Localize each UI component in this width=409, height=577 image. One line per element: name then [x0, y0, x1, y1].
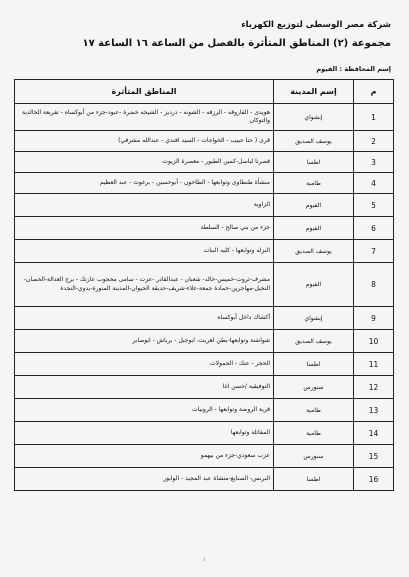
row-areas: قصرنا لباسل-كمين الطيور - معصرة الزيوت	[15, 152, 274, 173]
row-number: 3	[354, 152, 394, 173]
row-city: يوسف الصديق	[274, 240, 354, 263]
table-row	[15, 240, 394, 263]
column-header-city: إسم المدينة	[274, 80, 354, 104]
table-row	[15, 173, 394, 194]
row-number: 1	[354, 104, 394, 131]
table-row	[15, 131, 394, 152]
row-number: 8	[354, 263, 394, 307]
table-row	[15, 194, 394, 217]
row-areas: التوفيقية /حسن اغا	[15, 376, 274, 399]
row-areas: قرية الروضة وتوابعها - الروبيات	[15, 399, 274, 422]
table-row	[15, 263, 394, 307]
column-header-number: م	[354, 80, 394, 104]
table-row	[15, 307, 394, 330]
row-city: سنورس	[274, 445, 354, 468]
row-city: اطسا	[274, 468, 354, 491]
row-areas: الزاوية	[15, 194, 274, 217]
row-number: 16	[354, 468, 394, 491]
governorate-label: إسم المحافظة : الفيوم	[316, 65, 391, 73]
column-header-areas: المناطق المتأثرة	[15, 80, 274, 104]
row-city: إبشواي	[274, 104, 354, 131]
row-number: 4	[354, 173, 394, 194]
row-city: إبشواي	[274, 307, 354, 330]
row-city: اطسا	[274, 353, 354, 376]
row-number: 2	[354, 131, 394, 152]
row-areas: النزله وتوابعها - كليه البنات	[15, 240, 274, 263]
document-title: مجموعة (٢) المناطق المتأثرة بالفصل من الساعة ١٦ الساعة ١٧	[82, 38, 391, 49]
row-city: سنورس	[274, 376, 354, 399]
table-row	[15, 217, 394, 240]
row-city: طامية	[274, 173, 354, 194]
row-areas: مشرف-ثروت-خميس-خالد- شعبان - عبدالقادر -عزت - سامى محجوب عازنك - برج العدالة-الحصان-النخيل-مهاجرين-حمادة جمعة-علاء-شريف-حديقة الحيوان-المدينة المنورة-بدوي-النجدة	[15, 263, 274, 307]
row-areas: البرنس- الصنايع-منشاة عبد المجيد - الوابور	[15, 468, 274, 491]
row-areas: الحجر - عنك - الحمولات	[15, 353, 274, 376]
row-number: 13	[354, 399, 394, 422]
row-number: 9	[354, 307, 394, 330]
table-row	[15, 104, 394, 131]
table-row	[15, 445, 394, 468]
row-city: طامية	[274, 422, 354, 445]
table-row	[15, 330, 394, 353]
row-areas: جزء من بني صالح - السلطة	[15, 217, 274, 240]
row-areas: عزب سعودي-جزء من بيهمو	[15, 445, 274, 468]
row-areas: شواشنة وتوابعها-بطن اهريت، ابوجبل - برباش - ابوصابر	[15, 330, 274, 353]
row-number: 11	[354, 353, 394, 376]
row-city: اطسا	[274, 152, 354, 173]
row-number: 12	[354, 376, 394, 399]
row-areas: هويدى - الفاروقه - الرزقه - الشونه - درديز - الشيخه خضرة -عبود-جزء من أبوكساه - تفريعة الخالدية والتوكان	[15, 104, 274, 131]
row-city: يوسف الصديق	[274, 330, 354, 353]
affected-areas-table	[14, 79, 394, 491]
table-row	[15, 399, 394, 422]
row-areas: أكشاك داخل أبوكساه	[15, 307, 274, 330]
row-number: 14	[354, 422, 394, 445]
page-number: ١	[203, 557, 206, 563]
table-header-row	[15, 80, 394, 104]
row-city: الفيوم	[274, 263, 354, 307]
table-row	[15, 353, 394, 376]
row-city: الفيوم	[274, 217, 354, 240]
company-name: شركة مصر الوسطى لتوزيع الكهرباء	[241, 20, 391, 30]
row-city: يوسف الصديق	[274, 131, 354, 152]
row-city: طامية	[274, 399, 354, 422]
table-row	[15, 376, 394, 399]
table-row	[15, 468, 394, 491]
row-number: 7	[354, 240, 394, 263]
row-areas: المقاتلة وتوابعها	[15, 422, 274, 445]
table-row	[15, 152, 394, 173]
table-row	[15, 422, 394, 445]
row-number: 15	[354, 445, 394, 468]
row-areas: قرى ( حنا حبيب - الخواجات - السيد افندي - عبدالله مشرقي)	[15, 131, 274, 152]
row-city: الفيوم	[274, 194, 354, 217]
row-number: 10	[354, 330, 394, 353]
row-areas: منشأة طنطاوى وتوابعها - الطاحون - أبوحسين - برغوث - عبد العظيم	[15, 173, 274, 194]
row-number: 5	[354, 194, 394, 217]
row-number: 6	[354, 217, 394, 240]
